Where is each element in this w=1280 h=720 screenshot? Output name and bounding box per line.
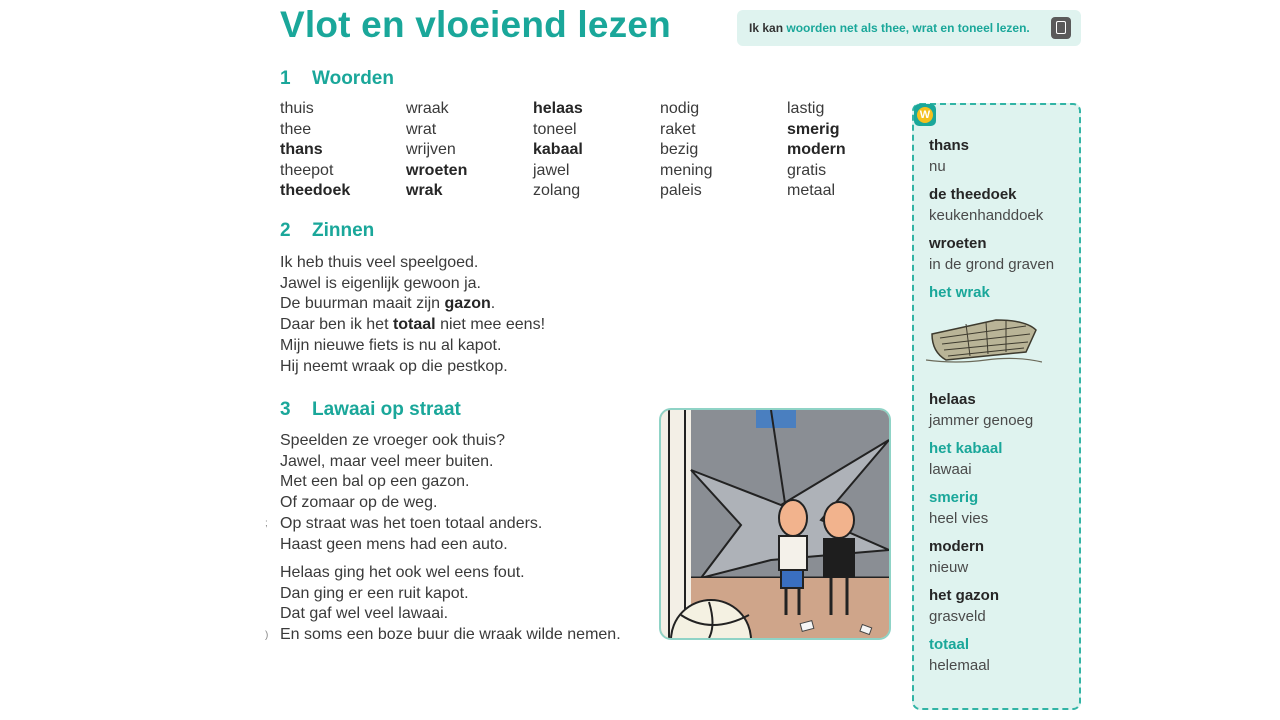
word-item: nodig — [660, 100, 700, 117]
glossary-badge-letter: W — [917, 107, 933, 123]
section-2-heading — [280, 220, 374, 242]
sentence-text: Mijn nieuwe fiets is nu al kapot. — [280, 336, 502, 354]
word-item: helaas — [533, 100, 583, 117]
margin-mark: ) — [265, 630, 269, 641]
glossary-term: het kabaal — [929, 440, 1003, 457]
word-item: raket — [660, 120, 696, 138]
learning-goal-box — [737, 10, 1081, 46]
story-line: Haast geen mens had een auto. — [280, 535, 508, 553]
word-item: paleis — [660, 182, 702, 199]
document-icon — [1051, 17, 1071, 39]
sentence-line — [280, 274, 545, 295]
word-item: thee — [280, 120, 312, 138]
word-item: wrijven — [406, 141, 456, 158]
word-column — [280, 99, 350, 202]
section-3-heading — [280, 399, 461, 421]
word-item: bezig — [660, 141, 699, 158]
word-item: metaal — [787, 182, 836, 199]
section-1-heading — [280, 68, 394, 90]
section-1-number: 1 — [280, 68, 291, 89]
glossary-definition: helemaal — [929, 657, 990, 674]
word-item: wrak — [406, 182, 443, 199]
goal-rest: woorden net als thee, wrat en toneel lezen. — [786, 21, 1030, 35]
word-item: wroeten — [406, 161, 468, 179]
section-2-title: Zinnen — [312, 220, 375, 241]
story-line: Met een bal op een gazon. — [280, 473, 470, 491]
word-item: theepot — [280, 161, 334, 179]
word-item: kabaal — [533, 141, 583, 158]
glossary-definition: nieuw — [929, 559, 969, 576]
story-line: Dat gaf wel veel lawaai. — [280, 605, 449, 623]
sentence-line — [280, 315, 545, 336]
section-3-number: 3 — [280, 399, 291, 420]
word-item: thans — [280, 141, 323, 158]
glossary-definition: lawaai — [929, 461, 972, 478]
word-item: jawel — [533, 161, 570, 179]
sentence-line — [280, 294, 545, 315]
glossary-term: modern — [929, 538, 985, 555]
glossary-badge-icon — [914, 104, 936, 126]
glossary-term: smerig — [929, 489, 979, 506]
glossary-definition: grasveld — [929, 608, 986, 625]
goal-lead: Ik kan — [749, 21, 784, 35]
section-1-title: Woorden — [312, 68, 394, 89]
learning-goal-text — [749, 21, 1030, 35]
word-item: lastig — [787, 100, 825, 117]
word-item: smerig — [787, 120, 840, 138]
sentence-text: Jawel is eigenlijk gewoon ja. — [280, 274, 481, 292]
highlighted-word: gazon — [444, 295, 491, 313]
wreck-boat-icon — [926, 312, 1042, 373]
story-line: Helaas ging het ook wel eens fout. — [280, 564, 525, 581]
glossary-term: helaas — [929, 391, 976, 408]
sentence-text: Hij neemt wraak op die pestkop. — [280, 357, 508, 375]
sentence-text: De buurman maait zijn — [280, 295, 445, 313]
glossary-definition: heel vies — [929, 510, 989, 527]
story-line: Op straat was het toen totaal anders. — [280, 514, 543, 532]
story-line: Dan ging er een ruit kapot. — [280, 584, 469, 602]
glossary-term: het gazon — [929, 587, 999, 604]
story-stanza-1 — [280, 431, 542, 555]
sentence-text: Daar ben ik het — [280, 316, 393, 334]
word-item: thuis — [280, 100, 314, 117]
word-item: theedoek — [280, 182, 351, 199]
glossary-definition: nu — [929, 158, 946, 175]
sentence-list — [280, 253, 545, 377]
glossary-term: totaal — [929, 636, 970, 653]
glossary-term: het wrak — [929, 284, 990, 301]
section-2-number: 2 — [280, 220, 291, 241]
highlighted-word: totaal — [392, 316, 436, 334]
story-line: Of zomaar op de weg. — [280, 494, 438, 512]
sentence-text: niet mee eens! — [435, 316, 546, 334]
sentence-text: . — [490, 295, 496, 313]
story-line: Jawel, maar veel meer buiten. — [280, 452, 494, 470]
glossary-definition: in de grond graven — [929, 256, 1055, 273]
sentence-line — [280, 253, 545, 274]
sentence-line — [280, 336, 545, 357]
word-item: toneel — [533, 120, 577, 138]
word-column — [406, 99, 467, 202]
word-item: zolang — [533, 182, 581, 199]
word-item: wrat — [406, 120, 437, 138]
word-item: gratis — [787, 161, 827, 179]
glossary-definition: keukenhanddoek — [929, 207, 1044, 224]
sentence-text: Ik heb thuis veel speelgoed. — [280, 254, 479, 271]
story-line: En soms een boze buur die wraak wilde nemen. — [280, 626, 621, 644]
section-3-title: Lawaai op straat — [312, 399, 461, 420]
story-illustration — [659, 408, 891, 640]
word-column — [660, 99, 712, 202]
glossary-term: de theedoek — [929, 186, 1017, 203]
sentence-line — [280, 357, 545, 378]
word-column — [787, 99, 846, 202]
word-column — [533, 99, 583, 202]
word-item: modern — [787, 141, 846, 158]
glossary-term: wroeten — [929, 235, 987, 252]
word-item: mening — [660, 161, 713, 179]
word-item: wraak — [406, 100, 449, 117]
glossary-definition: jammer genoeg — [929, 412, 1034, 429]
page-title: Vlot en vloeiend lezen — [280, 4, 671, 45]
story-line: Speelden ze vroeger ook thuis? — [280, 432, 506, 449]
story-stanza-2 — [280, 563, 621, 646]
margin-mark: ; — [265, 518, 268, 529]
glossary-term: thans — [929, 137, 970, 154]
